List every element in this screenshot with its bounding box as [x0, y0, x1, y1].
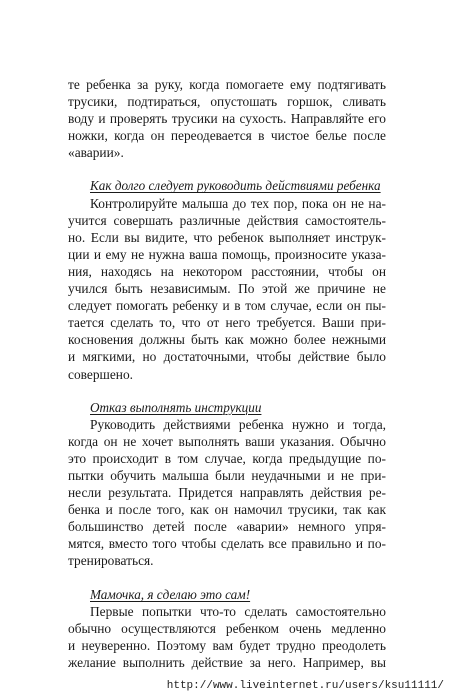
text-line: ции и ему не нужна ваша помощь, произносите указа-	[68, 246, 386, 262]
text-line: тается сделать то, что от него требуется. Ваши при-	[68, 315, 386, 331]
text-line: Первые попытки что-то сделать самостоятельно	[90, 603, 386, 619]
text-line: совершено.	[68, 366, 133, 382]
text-line: учился быть независимым. По этой же причине не	[68, 281, 386, 297]
text-line: воду и проверять трусики на сухость. Направляйте его	[68, 111, 386, 127]
text-line: тренироваться.	[68, 553, 154, 569]
text-line: это происходит в том случае, когда предыдущие по-	[68, 450, 386, 466]
body-paragraph	[68, 416, 386, 570]
body-paragraph	[68, 76, 386, 161]
text-line: обычно осуществляются ребенком очень медленно	[68, 620, 386, 636]
text-line: косновения должны быть как можно более нежными	[68, 332, 386, 348]
text-line: те ребенка за руку, когда помогаете ему подтягивать	[68, 77, 386, 92]
text-line: ния, находясь на некотором расстоянии, чтобы он	[68, 263, 386, 279]
section-heading: Как долго следует руководить действиями ребенка	[90, 178, 381, 194]
section-heading: Мамочка, я сделаю это сам!	[90, 586, 251, 602]
text-line: бенка и после того, как он намочил трусики, так как	[68, 502, 386, 518]
text-line: но. Если вы видите, что ребенок выполняет инструк-	[68, 229, 386, 245]
text-line: большинство детей после «аварии» немного упря-	[68, 519, 386, 535]
text-line: Контролируйте малыша до тех пор, пока он не на-	[90, 195, 386, 211]
text-line: когда он не хочет выполнять ваши указания. Обычно	[68, 433, 386, 449]
text-line: и неуверенно. Поэтому вам будет трудно преодолеть	[68, 637, 386, 653]
text-line: ножки, когда он переодевается в чистое белье после	[68, 128, 386, 144]
body-paragraph	[68, 603, 386, 671]
body-paragraph	[68, 195, 386, 383]
text-line: несли результата. Придется направлять действия ре-	[68, 485, 386, 501]
section-heading: Отказ выполнять инструкции	[90, 399, 262, 415]
text-line: и мягкими, но достаточными, чтобы действие было	[68, 349, 386, 365]
text-line: Руководить действиями ребенка нужно и тогда,	[90, 416, 386, 432]
source-url-watermark: http://www.liveinternet.ru/users/ksu11111/	[166, 680, 444, 692]
text-line: «аварии».	[68, 145, 124, 161]
text-line: следует помогать ребенку и в том случае, если он пы-	[68, 298, 386, 314]
text-line: желание выполнить действие за него. Например, вы	[68, 654, 386, 670]
text-line: пытки обучить малыша были неудачными и не при-	[68, 467, 386, 483]
book-page-text	[68, 76, 386, 671]
text-line: трусики, подтираться, опустошать горшок, сливать	[68, 94, 386, 110]
text-line: мятся, вместо того чтобы сделать все правильно и по-	[68, 536, 386, 552]
text-line: учится совершать различные действия самостоятель-	[68, 212, 386, 228]
